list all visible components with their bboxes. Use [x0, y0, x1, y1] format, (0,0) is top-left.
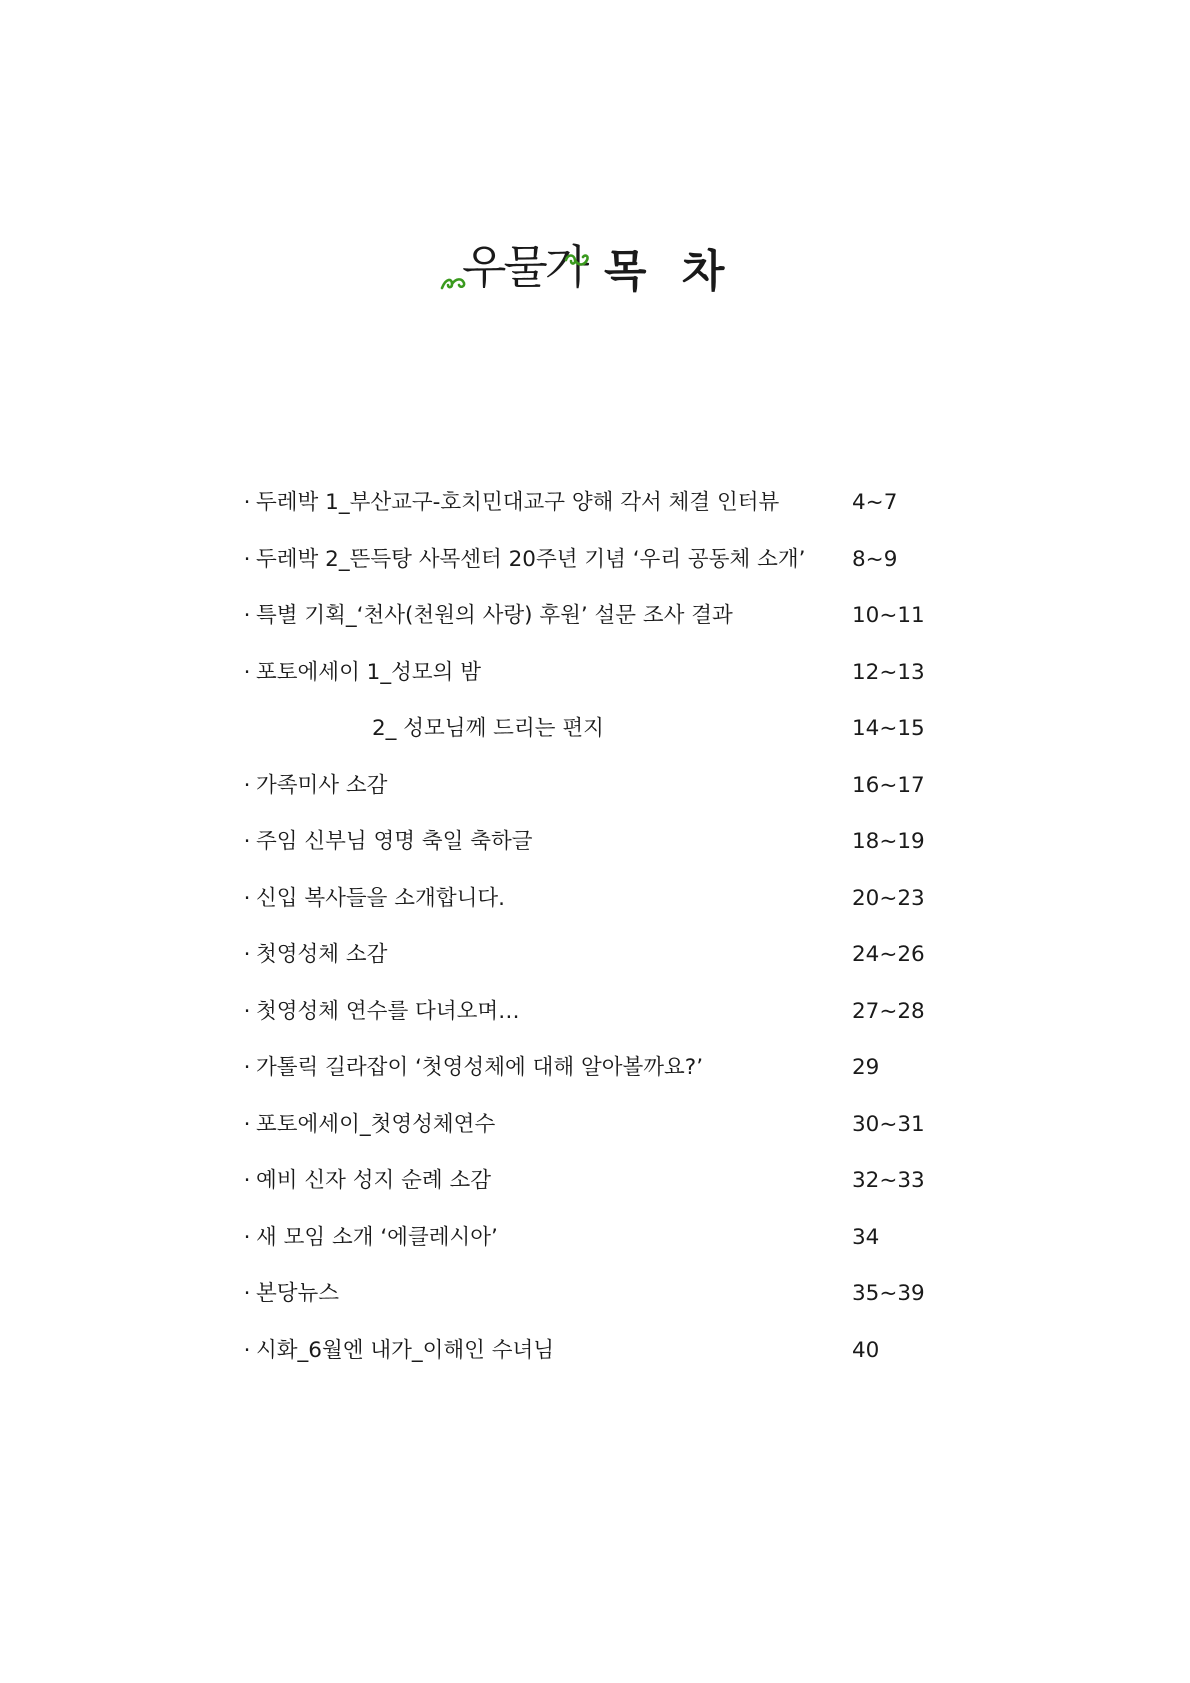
bullet: · — [243, 1111, 251, 1137]
toc-page-number: 10~11 — [852, 603, 925, 628]
toc-entry-title: 포토에세이_첫영성체연수 — [256, 1111, 496, 1137]
bullet: · — [243, 1055, 251, 1080]
toc-entry-title: 가족미사 소감 — [256, 772, 388, 798]
bullet: · — [243, 998, 251, 1024]
toc-entry-title: 포토에세이 1_성모의 밤 — [256, 659, 482, 685]
toc-page-number: 20~23 — [852, 885, 925, 911]
toc-entry-title: 주임 신부님 영명 축일 축하글 — [256, 829, 533, 854]
toc-entry — [240, 714, 960, 771]
toc-entry — [240, 771, 960, 828]
table-of-contents — [240, 488, 960, 1392]
page-title: 목 차 — [604, 246, 735, 297]
toc-page-number: 32~33 — [852, 1168, 925, 1193]
toc-entry — [240, 997, 960, 1054]
bullet: · — [243, 829, 251, 854]
toc-entry-title: 2_ 성모님께 드리는 편지 — [372, 716, 604, 741]
bullet: · — [243, 490, 251, 515]
toc-page-number: 27~28 — [852, 998, 925, 1024]
bullet: · — [243, 659, 251, 685]
toc-page-number: 40 — [852, 1337, 880, 1363]
toc-entry — [240, 545, 960, 602]
bullet: · — [243, 772, 251, 798]
toc-entry — [240, 884, 960, 941]
toc-entry — [240, 658, 960, 715]
bullet: · — [243, 603, 251, 628]
toc-entry-title: 두레박 1_부산교구-호치민대교구 양해 각서 체결 인터뷰 — [256, 490, 780, 515]
toc-page-number: 16~17 — [852, 772, 925, 798]
toc-page-number: 29 — [852, 1055, 880, 1080]
toc-page-number: 34 — [852, 1224, 880, 1250]
toc-entry-title: 본당뉴스 — [256, 1281, 340, 1306]
vine-ornament-icon — [564, 252, 590, 270]
toc-entry — [240, 1336, 960, 1393]
magazine-logo — [440, 240, 590, 320]
toc-entry — [240, 827, 960, 884]
page-header — [0, 240, 1190, 320]
toc-entry — [240, 1110, 960, 1167]
toc-page-number: 35~39 — [852, 1281, 925, 1306]
toc-page-number: 30~31 — [852, 1111, 925, 1137]
toc-entry-title: 첫영성체 연수를 다녀오며… — [256, 998, 520, 1024]
toc-entry-title: 가톨릭 길라잡이 ‘첫영성체에 대해 알아볼까요?’ — [256, 1055, 704, 1080]
toc-entry-title: 두레박 2_뜬득탕 사목센터 20주년 기념 ‘우리 공동체 소개’ — [256, 546, 806, 572]
bullet: · — [243, 1281, 251, 1306]
toc-entry — [240, 1223, 960, 1280]
toc-entry-title: 새 모임 소개 ‘에클레시아’ — [256, 1224, 498, 1250]
toc-page-number: 14~15 — [852, 716, 925, 741]
toc-entry-title: 시화_6월엔 내가_이해인 수녀님 — [256, 1337, 555, 1363]
toc-entry — [240, 1279, 960, 1336]
toc-page-number: 12~13 — [852, 659, 925, 685]
toc-entry-title: 예비 신자 성지 순례 소감 — [256, 1168, 492, 1193]
logo-text: 우물가 — [462, 240, 587, 294]
toc-page-number: 8~9 — [852, 546, 898, 572]
bullet: · — [243, 942, 251, 967]
bullet: · — [243, 1224, 251, 1250]
toc-entry-title: 신입 복사들을 소개합니다. — [256, 885, 505, 911]
toc-entry-title: 첫영성체 소감 — [256, 942, 388, 967]
toc-entry-title: 특별 기획_‘천사(천원의 사랑) 후원’ 설문 조사 결과 — [256, 603, 733, 628]
bullet: · — [243, 546, 251, 572]
toc-page-number: 24~26 — [852, 942, 925, 967]
toc-page-number: 18~19 — [852, 829, 925, 854]
toc-entry — [240, 1166, 960, 1223]
bullet: · — [243, 1168, 251, 1193]
toc-entry — [240, 940, 960, 997]
bullet: · — [243, 1337, 251, 1363]
bullet: · — [243, 885, 251, 911]
toc-entry — [240, 488, 960, 545]
toc-entry — [240, 601, 960, 658]
toc-page-number: 4~7 — [852, 490, 898, 515]
toc-entry — [240, 1053, 960, 1110]
